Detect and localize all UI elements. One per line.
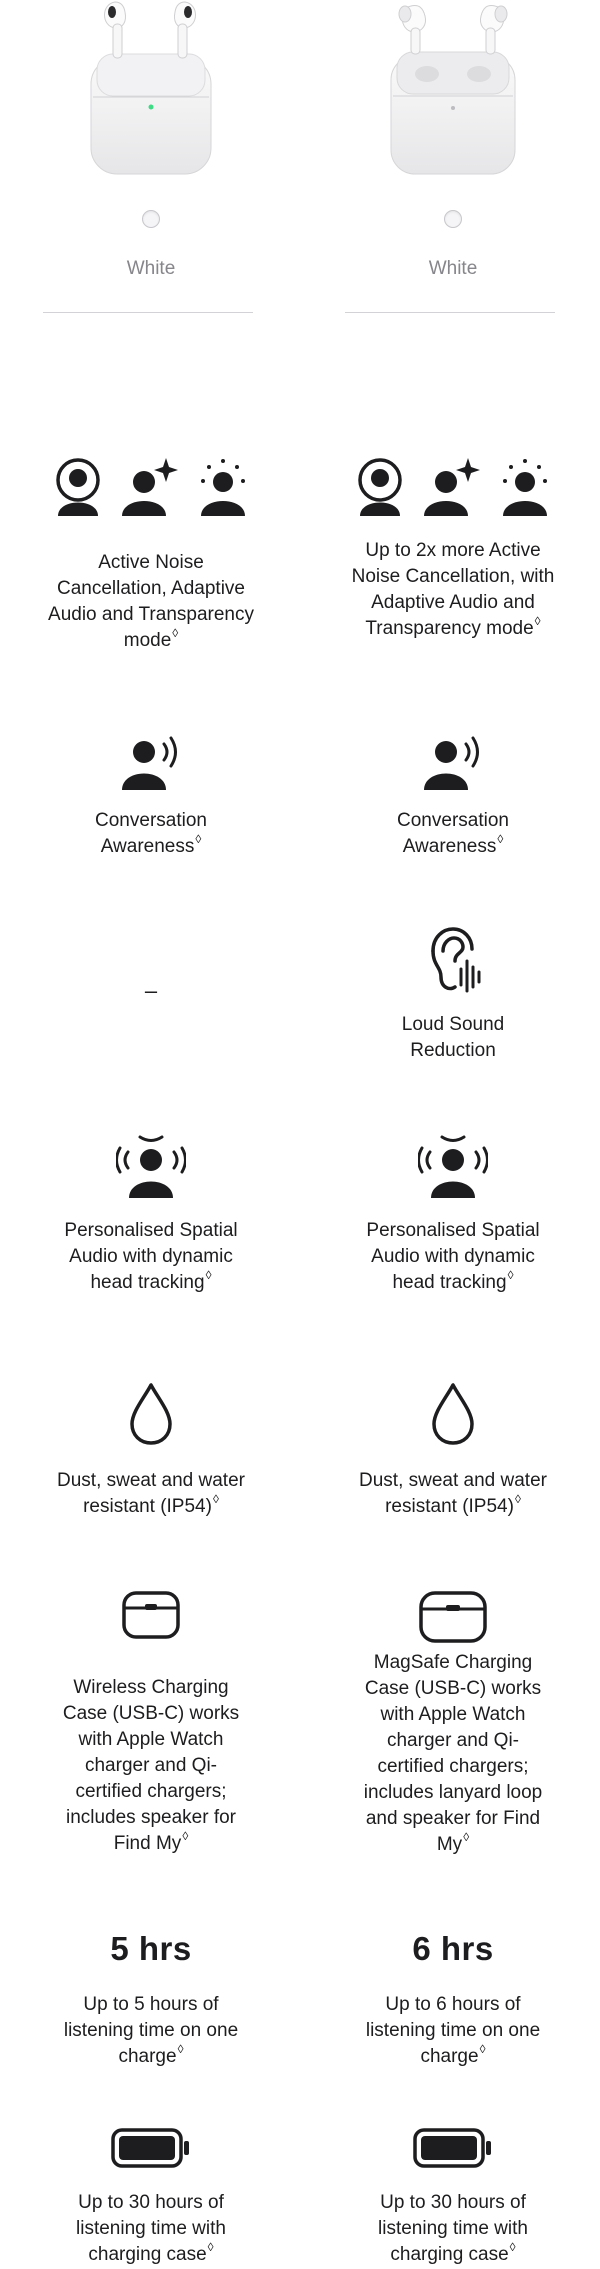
airpods-pro-product-image: [381, 0, 525, 176]
battery-label: Up to 6 hours of listening time on one charge◊: [365, 1994, 541, 2067]
product-column-airpods-pro-2: [302, 0, 600, 2269]
person-sun-icon: [500, 458, 550, 518]
person-wave-icon: [422, 730, 484, 792]
anc-label: Up to 2x more Active Noise Cancellation, with Adaptive Audio and Transparency mode◊: [351, 540, 555, 639]
anc-icon-group: [302, 458, 600, 518]
water-label: Dust, sweat and water resistant (IP54)◊: [57, 1470, 245, 1517]
battery-hours: 5 hrs: [110, 1930, 192, 1967]
anc-label: Active Noise Cancellation, Adaptive Audio and Transparency mode◊: [48, 552, 254, 651]
divider: [345, 312, 555, 313]
spatial-icon-wrap: [302, 1130, 600, 1200]
anc-icon-group: [0, 458, 302, 518]
head-tracking-icon: [418, 1130, 488, 1200]
person-sparkle-icon: [422, 458, 482, 518]
case-icon-wrap: [302, 1590, 600, 1644]
color-swatch-white[interactable]: [142, 210, 160, 228]
loud-sound-unavailable: –: [144, 978, 158, 1003]
loud-sound-icon-wrap: [302, 925, 600, 995]
case-label: MagSafe Charging Case (USB-C) works with Apple Watch charger and Qi-certified chargers; includes lanyard loop and speaker for Find My◊: [363, 1652, 543, 1855]
battery-full-icon: [111, 2128, 191, 2168]
head-tracking-icon: [116, 1130, 186, 1200]
water-icon-wrap: [0, 1382, 302, 1446]
color-name: White: [428, 258, 478, 279]
charging-case-icon: [418, 1590, 488, 1644]
battery-label: Up to 5 hours of listening time on one charge◊: [63, 1994, 239, 2067]
conversation-label: Conversation Awareness◊: [397, 810, 509, 857]
case-label: Wireless Charging Case (USB-C) works with Apple Watch charger and Qi-certified chargers; includes speaker for Find My◊: [62, 1677, 240, 1854]
case-battery-label: Up to 30 hours of listening time with charging case◊: [378, 2192, 528, 2265]
conversation-icon-wrap: [302, 730, 600, 792]
person-sparkle-icon: [120, 458, 180, 518]
color-name: White: [126, 258, 176, 279]
water-icon-wrap: [302, 1382, 600, 1446]
person-circle-icon: [356, 458, 404, 518]
water-drop-icon: [128, 1382, 174, 1446]
case-icon-wrap: [0, 1590, 302, 1640]
color-swatch-white[interactable]: [444, 210, 462, 228]
divider: [43, 312, 253, 313]
water-label: Dust, sweat and water resistant (IP54)◊: [359, 1470, 547, 1517]
battery-hours: 6 hrs: [412, 1930, 494, 1967]
loud-sound-label: Loud Sound Reduction: [401, 1014, 505, 1061]
spatial-icon-wrap: [0, 1130, 302, 1200]
spatial-label: Personalised Spatial Audio with dynamic head tracking◊: [366, 1220, 540, 1293]
ear-waveform-icon: [423, 925, 483, 995]
water-drop-icon: [430, 1382, 476, 1446]
airpods-product-image: [79, 0, 223, 176]
person-sun-icon: [198, 458, 248, 518]
conversation-label: Conversation Awareness◊: [95, 810, 207, 857]
conversation-icon-wrap: [0, 730, 302, 792]
person-circle-icon: [54, 458, 102, 518]
battery-icon-wrap: [0, 2128, 302, 2168]
battery-icon-wrap: [302, 2128, 600, 2168]
person-wave-icon: [120, 730, 182, 792]
charging-case-icon: [121, 1590, 181, 1640]
spatial-label: Personalised Spatial Audio with dynamic head tracking◊: [64, 1220, 238, 1293]
battery-full-icon: [413, 2128, 493, 2168]
case-battery-label: Up to 30 hours of listening time with charging case◊: [76, 2192, 226, 2265]
